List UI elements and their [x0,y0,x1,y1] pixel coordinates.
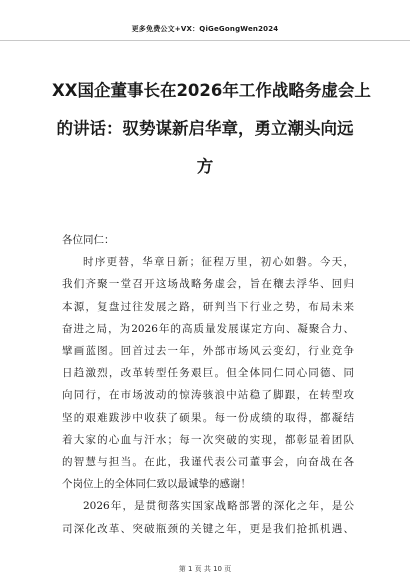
paragraph-line: 奋进之局，为2026年的高质量发展谋定方向、凝聚合力、 [62,322,354,335]
paragraph-line: 向同行，在市场波动的惊涛骇浪中站稳了脚跟，在转型攻 [62,389,354,402]
title-line: XX国企董事长在2026年工作战略务虚会上 [52,81,371,100]
paragraph-line: 着大家的心血与汗水；每一次突破的实现，都彰显着团队 [62,433,354,446]
page-footer: 第 1 页 共 10 页 [178,565,232,573]
paragraph-line: 时序更替，华章日新；征程万里，初心如磐。今天， [83,256,354,269]
paragraph [62,495,354,539]
paragraph-line: 个岗位上的全体同仁致以最诚挚的感谢！ [62,478,251,491]
paragraph-line: 司深化改革、突破瓶颈的关键之年，更是我们抢抓机遇、 [62,522,354,535]
header-banner: 更多免费公文+VX：QiGeGongWen2024 [131,25,279,33]
header-divider [0,40,410,41]
document-body [62,229,354,540]
salutation: 各位同仁： [62,234,115,246]
paragraph-line: 日趋激烈，改革转型任务艰巨。但全体同仁同心同德、同 [62,367,354,380]
paragraph [62,251,354,495]
title-line: 方 [196,157,214,176]
paragraph-line: 本源，复盘过往发展之路，研判当下行业之势，布局未来 [62,300,354,313]
title-line: 的讲话：驭势谋新启华章，勇立潮头向远 [56,119,354,138]
paragraph-line: 坚的艰难跋涉中收获了硕果。每一份成绩的取得，都凝结 [62,411,354,424]
document-title [52,72,371,186]
paragraph-line: 擘画蓝图。回首过去一年，外部市场风云变幻，行业竞争 [62,345,354,358]
paragraph-line: 的智慧与担当。在此，我谨代表公司董事会，向奋战在各 [62,456,354,469]
paragraph-line: 我们齐聚一堂召开这场战略务虚会，旨在穰去浮华、回归 [62,278,354,291]
paragraph-line: 2026年，是贯彻落实国家战略部署的深化之年，是公 [83,500,354,513]
